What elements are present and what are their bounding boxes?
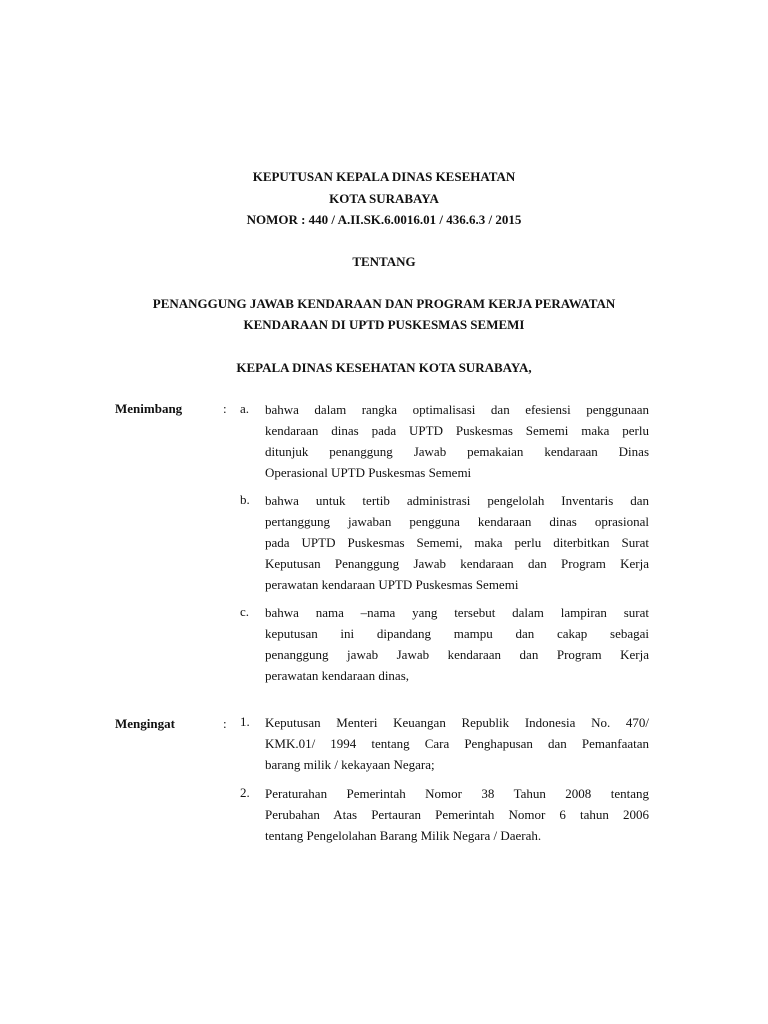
text-line: Perubahan Atas Pertauran Pemerintah Nomor 6 tahun 2006 [265, 807, 649, 822]
text-line: bahwa untuk tertib administrasi pengelolah Inventaris dan [265, 493, 649, 508]
text-line: Keputusan Menteri Keuangan Republik Indonesia No. 470/ [265, 715, 649, 730]
authority-line: KEPALA DINAS KESEHATAN KOTA SURABAYA, [236, 360, 532, 375]
mengingat-colon: : [223, 716, 227, 731]
text-line: tentang Pengelolahan Barang Milik Negara / Daerah. [265, 828, 542, 843]
text-line: perawatan kendaraan dinas, [265, 668, 410, 683]
menimbang-label: Menimbang [115, 401, 183, 416]
text-line: barang milik / kekayaan Negara; [265, 757, 435, 772]
text-line: ditunjuk penanggung Jawab pemakaian kendaraan Dinas [265, 444, 649, 459]
header-city: KOTA SURABAYA [329, 191, 439, 206]
text-line: Keputusan Penanggung Jawab kendaraan dan Program Kerja [265, 556, 649, 571]
text-line: pada UPTD Puskesmas Sememi, maka perlu diterbitkan Surat [265, 535, 649, 550]
text-line: perawatan kendaraan UPTD Puskesmas Sememi [265, 577, 519, 592]
mengingat-item-1 [265, 712, 649, 775]
mengingat-item-2 [265, 783, 649, 846]
tentang-heading: TENTANG [352, 254, 416, 269]
mengingat-label: Mengingat [115, 716, 175, 731]
mengingat-marker-1: 1. [240, 714, 250, 729]
menimbang-item-b [265, 490, 649, 595]
text-line: KMK.01/ 1994 tentang Cara Penghapusan dan Pemanfaatan [265, 736, 649, 751]
text-line: keputusan ini dipandang mampu dan cakap sebagai [265, 626, 649, 641]
mengingat-marker-2: 2. [240, 785, 250, 800]
menimbang-marker-c: c. [240, 604, 250, 619]
text-line: bahwa nama –nama yang tersebut dalam lampiran surat [265, 605, 649, 620]
text-line: Operasional UPTD Puskesmas Sememi [265, 465, 472, 480]
text-line: kendaraan dinas pada UPTD Puskesmas Sememi maka perlu [265, 423, 649, 438]
subject-line-2: KENDARAAN DI UPTD PUSKESMAS SEMEMI [243, 317, 525, 332]
text-line: Peraturahan Pemerintah Nomor 38 Tahun 2008 tentang [265, 786, 649, 801]
menimbang-item-c [265, 602, 649, 686]
text-line: pertanggung jawaban pengguna kendaraan dinas oprasional [265, 514, 649, 529]
menimbang-colon: : [223, 401, 227, 416]
header-title: KEPUTUSAN KEPALA DINAS KESEHATAN [252, 169, 516, 184]
menimbang-item-a [265, 399, 649, 483]
text-line: bahwa dalam rangka optimalisasi dan efesiensi penggunaan [265, 402, 649, 417]
header-number: NOMOR : 440 / A.II.SK.6.0016.01 / 436.6.3 / 2015 [246, 212, 522, 227]
subject-line-1: PENANGGUNG JAWAB KENDARAAN DAN PROGRAM KERJA PERAWATAN [152, 296, 616, 311]
menimbang-marker-b: b. [240, 492, 250, 507]
text-line: penanggung jawab Jawab kendaraan dan Program Kerja [265, 647, 649, 662]
menimbang-marker-a: a. [240, 401, 250, 416]
